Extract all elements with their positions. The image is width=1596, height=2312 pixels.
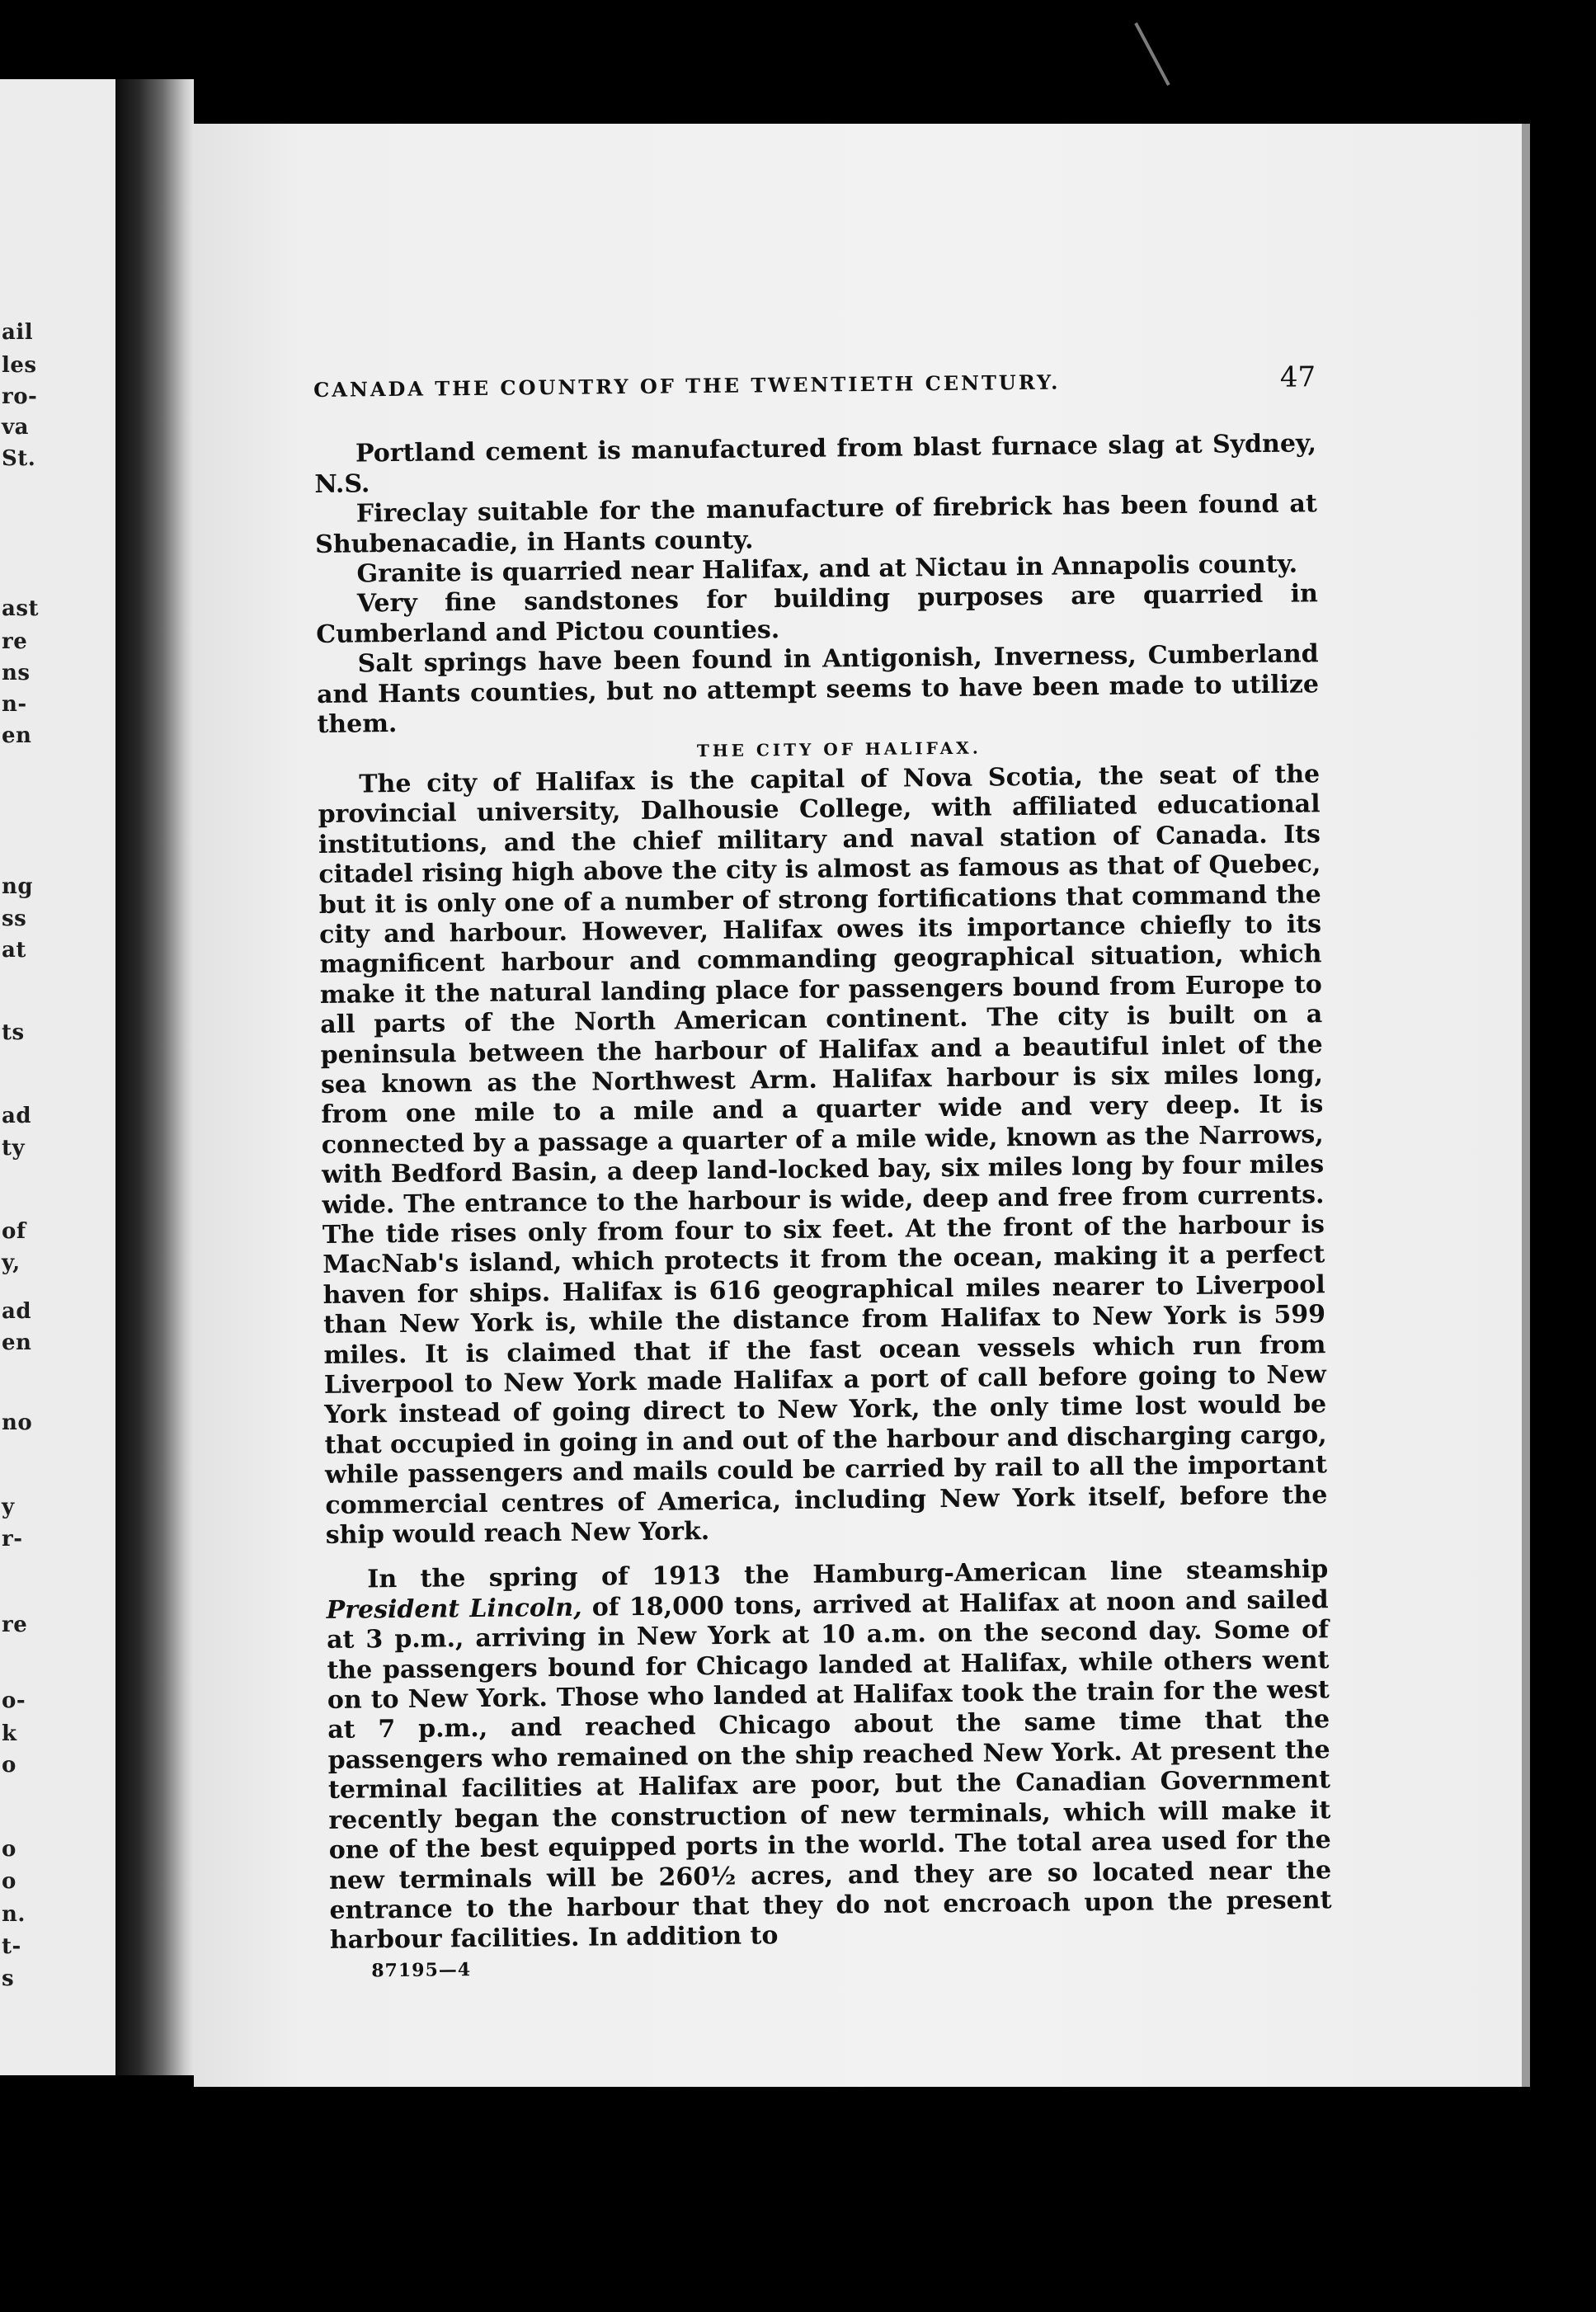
page-number: 47 (1279, 360, 1316, 394)
page-edge (1522, 124, 1530, 2087)
paragraph-spring-1913 (326, 1556, 1332, 1956)
left-page-fragment-text: s (2, 1966, 15, 1991)
paragraph-sandstones: Very fine sandstones for building purposes are quarried in Cumberland and Pictou counties. (316, 579, 1319, 649)
left-page-fragment-text: ns (2, 661, 31, 685)
left-page-fragment-text: o (2, 1753, 16, 1778)
left-page-fragment (0, 79, 115, 2075)
left-page-fragment-text: ast (2, 596, 39, 621)
paragraph-portland-cement: Portland cement is manufactured from blast furnace slag at Sydney, N.S. (314, 429, 1317, 499)
paragraph-salt-springs: Salt springs have been found in Antigonish, Inverness, Cumberland and Hants counties, but no attempt seems to have been made to utilize them. (316, 639, 1320, 740)
left-page-fragment-text: ro- (2, 384, 38, 409)
spring-text-start: In the spring of 1913 the Hamburg-American line steamship (367, 1555, 1329, 1594)
left-page-fragment-text: en (2, 1330, 32, 1355)
left-page-fragment-text: k (2, 1721, 17, 1746)
printer-signature: 87195—4 (371, 1958, 472, 1982)
left-page-fragment-text: r- (2, 1527, 23, 1552)
page-content (313, 362, 1332, 1986)
left-page-fragment-text: o (2, 1837, 16, 1862)
left-page-fragment-text: ty (2, 1136, 26, 1161)
left-page-fragment-text: o- (2, 1688, 26, 1713)
left-page-fragment-text: y, (2, 1250, 21, 1275)
left-page-fragment-text: ss (2, 906, 27, 931)
left-page-fragment-text: les (2, 353, 37, 378)
scan-mark (1134, 22, 1170, 86)
left-page-fragment-text: ad (2, 1104, 32, 1128)
left-page-fragment-text: ad (2, 1299, 32, 1324)
left-page-fragment-text: ail (2, 320, 34, 345)
left-page-fragment-text: n. (2, 1902, 26, 1927)
left-page-fragment-text: t- (2, 1934, 21, 1959)
left-page-fragment-text: o (2, 1869, 16, 1894)
left-page-text (0, 79, 115, 2075)
paragraph-fireclay: Fireclay suitable for the manufacture of firebrick has been found at Shubenacadie, in Hants county. (314, 489, 1317, 559)
left-page-fragment-text: y (2, 1495, 15, 1519)
spring-text-rest: of 18,000 tons, arrived at Halifax at noon and sailed at 3 p.m., arriving in New York at 10 a.m. on the second day. Some of the passengers bound for Chicago landed at Halifax, while others went on to New York. Those who landed at Halifax took the train for the west at 7 p.m., and reached Chicago about the same time that the passengers who remained on the ship reached New York. At present the terminal facilities at Halifax are poor, but the Canadian Government recently began the construction of new terminals, which will make it one of the best equipped ports in the world. The total area used for the new terminals will be 260½ acres, and they are so located near the entrance to the harbour that they do not encroach upon the present harbour facilities. In addition to (326, 1585, 1332, 1956)
left-page-fragment-text: va (2, 415, 29, 440)
ship-name: President Lincoln, (326, 1593, 582, 1625)
left-page-fragment-text: en (2, 723, 32, 748)
paragraph-halifax: The city of Halifax is the capital of Nova Scotia, the seat of the provincial university, Dalhousie College, with affiliated educational institutions, and the chief military and naval station of Canada. Its citadel rising high above the city is almost as famous as that of Quebec, but it is only one of a number of strong fortifications that command the city and harbour. However, Halifax owes its importance chiefly to its magnificent harbour and commanding geographical situation, which make it the natural landing place for passengers bound from Europe to all parts of the North American continent. The city is built on a peninsula between the harbour of Halifax and a beautiful inlet of the sea known as the Northwest Arm. Halifax harbour is six miles long, from one mile to a mile and a quarter wide and very deep. It is connected by a passage a quarter of a mile wide, known as the Narrows, with Bedford Basin, a deep land-locked bay, six miles long by four miles wide. The entrance to the harbour is wide, deep and free from currents. The tide rises only from four to six feet. At the front of the harbour is MacNab's island, which protects it from the ocean, making it a perfect haven for ships. Halifax is 616 geographical miles nearer to Liverpool than New York is, while the distance from Halifax to New York is 599 miles. It is claimed that if the fast ocean vessels which run from Liverpool to New York made Halifax a port of call before going to New York instead of going direct to New York, the only time lost would be that occupied in going in and out of the harbour and discharging cargo, while passengers and mails could be carried by rail to all the important commercial centres of America, including New York itself, before the ship would reach New York. (318, 760, 1328, 1550)
left-page-fragment-text: at (2, 938, 26, 963)
left-page-fragment-text: re (2, 629, 28, 654)
book-gutter (115, 79, 194, 2075)
left-page-fragment-text: n- (2, 692, 27, 717)
left-page-fragment-text: ng (2, 874, 34, 899)
paragraph-granite: Granite is quarried near Halifax, and at Nictau in Annapolis county. (356, 549, 1298, 589)
left-page-fragment-text: of (2, 1219, 26, 1244)
left-page-fragment-text: St. (2, 446, 36, 471)
left-page-fragment-text: re (2, 1613, 28, 1637)
left-page-fragment-text: ts (2, 1020, 25, 1045)
left-page-fragment-text: no (2, 1410, 33, 1435)
running-head-title: CANADA THE COUNTRY OF THE TWENTIETH CENTURY. (313, 370, 1061, 402)
section-title: THE CITY OF HALIFAX. (696, 738, 982, 761)
